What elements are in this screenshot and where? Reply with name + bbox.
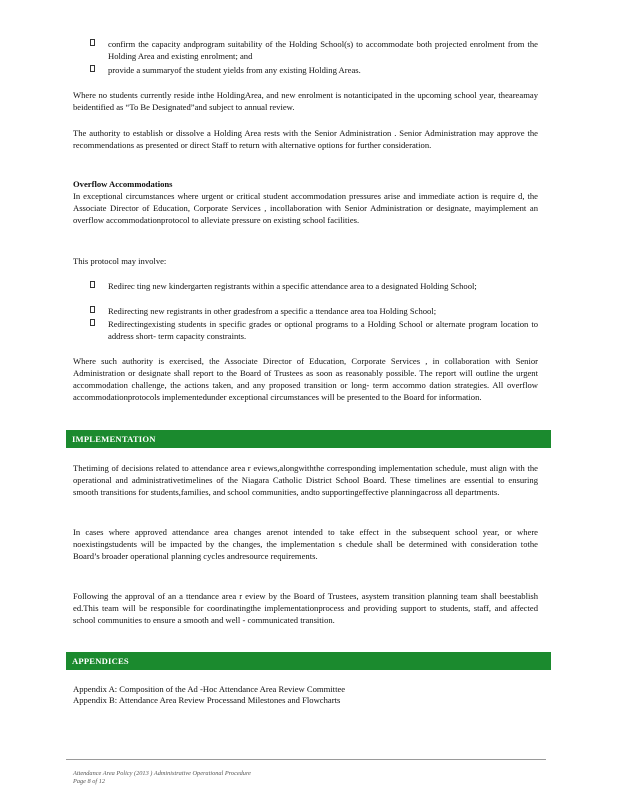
checkbox-bullet-icon (90, 306, 95, 313)
implementation-paragraph-2: In cases where approved attendance area changes arenot intended to take effect in the subsequent school year, or where noexistingstudents will be impacted by the changes, the implementation s chedule shall be determined with consideration tothe Board’s broader operational planning cycles andresource requirements. (73, 527, 538, 561)
paragraph-no-students: Where no students currently reside inthe HoldingArea, and new enrolment is notanticipated in the upcoming school year, theareamay beidentified as “To Be Designated”and subject to annual review. (73, 90, 538, 112)
bullet-text: Redirecting new registrants in other gradesfrom a specific a ttendance area toa Holding School; (108, 306, 437, 316)
bullet-item (90, 305, 538, 317)
bullet-text: Redirectingexisting students in specific grades or optional programs to a Holding School or alternate program location to address short- term capacity constraints. (108, 319, 538, 341)
protocol-intro: This protocol may involve: (73, 256, 167, 266)
footer-page-number: Page 8 of 12 (73, 778, 106, 785)
implementation-paragraph-1: Thetiming of decisions related to attendance area r eviews,alongwiththe corresponding implementation schedule, must align with the operational and administrativetimelines of the Niagara Catholic District School Board. These timelines are essential to ensuring smooth transitions for students,families, and school communities, andto supportingeffective planningacross all departments. (73, 463, 538, 497)
bullet-text: confirm the capacity andprogram suitability of the Holding School(s) to accommodate both projected enrolment from the Holding Area and existing enrolment; and (108, 39, 538, 61)
paragraph-overflow-report: Where such authority is exercised, the Associate Director of Education, Corporate Services , in collaboration with Senior Administration or designate shall report to the Board of Trustees as soon as reasonably possible. The report will outline the urgent accommodation challenge, the actions taken, and any proposed transition or long- term accommo dation strategies. All overflow accommodationprotocols implementedunder exceptional circumstances will be presented to the Board for information. (73, 356, 538, 402)
appendix-a-link[interactable]: Appendix A: Composition of the Ad -Hoc Attendance Area Review Committee (73, 684, 346, 694)
appendix-b-link[interactable]: Appendix B: Attendance Area Review Processand Milestones and Flowcharts (73, 695, 341, 705)
bullet-item (90, 38, 538, 62)
checkbox-bullet-icon (90, 281, 95, 288)
overflow-heading: Overflow Accommodations (73, 179, 173, 189)
footer-divider (66, 759, 546, 760)
implementation-paragraph-3: Following the approval of an a ttendance area r eview by the Board of Trustees, asystem transition planning team shall beestablish ed.This team will be responsible for coordinatingthe implementationprocess and providing support to students, staff, and affected school communities to ensure a smooth and well - communicated transition. (73, 591, 538, 625)
overflow-paragraph: In exceptional circumstances where urgent or critical student accommodation pressures arise and immediate action is require d, the Associate Director of Education, Corporate Services , incollaboration with Senior Administration or designate, mayimplement an overflow accommodationprotocol to alleviate pressure on existing school facilities. (73, 191, 538, 225)
implementation-heading: IMPLEMENTATION (66, 430, 551, 448)
checkbox-bullet-icon (90, 65, 95, 72)
checkbox-bullet-icon (90, 319, 95, 326)
bullet-text: Redirec ting new kindergarten registrants within a specific attendance area to a designated Holding School; (108, 281, 477, 291)
bullet-item (90, 318, 538, 342)
appendices-heading: APPENDICES (66, 652, 551, 670)
checkbox-bullet-icon (90, 39, 95, 46)
bullet-text: provide a summaryof the student yields from any existing Holding Areas. (108, 65, 361, 75)
bullet-item (90, 280, 538, 292)
bullet-item (90, 64, 538, 76)
paragraph-authority: The authority to establish or dissolve a Holding Area rests with the Senior Administration . Senior Administration may approve the recommendations as presented or direct Staff to return with alternative options for further consideration. (73, 128, 538, 150)
footer-title: Attendance Area Policy (2013 ) Administrative Operational Procedure (73, 770, 251, 777)
